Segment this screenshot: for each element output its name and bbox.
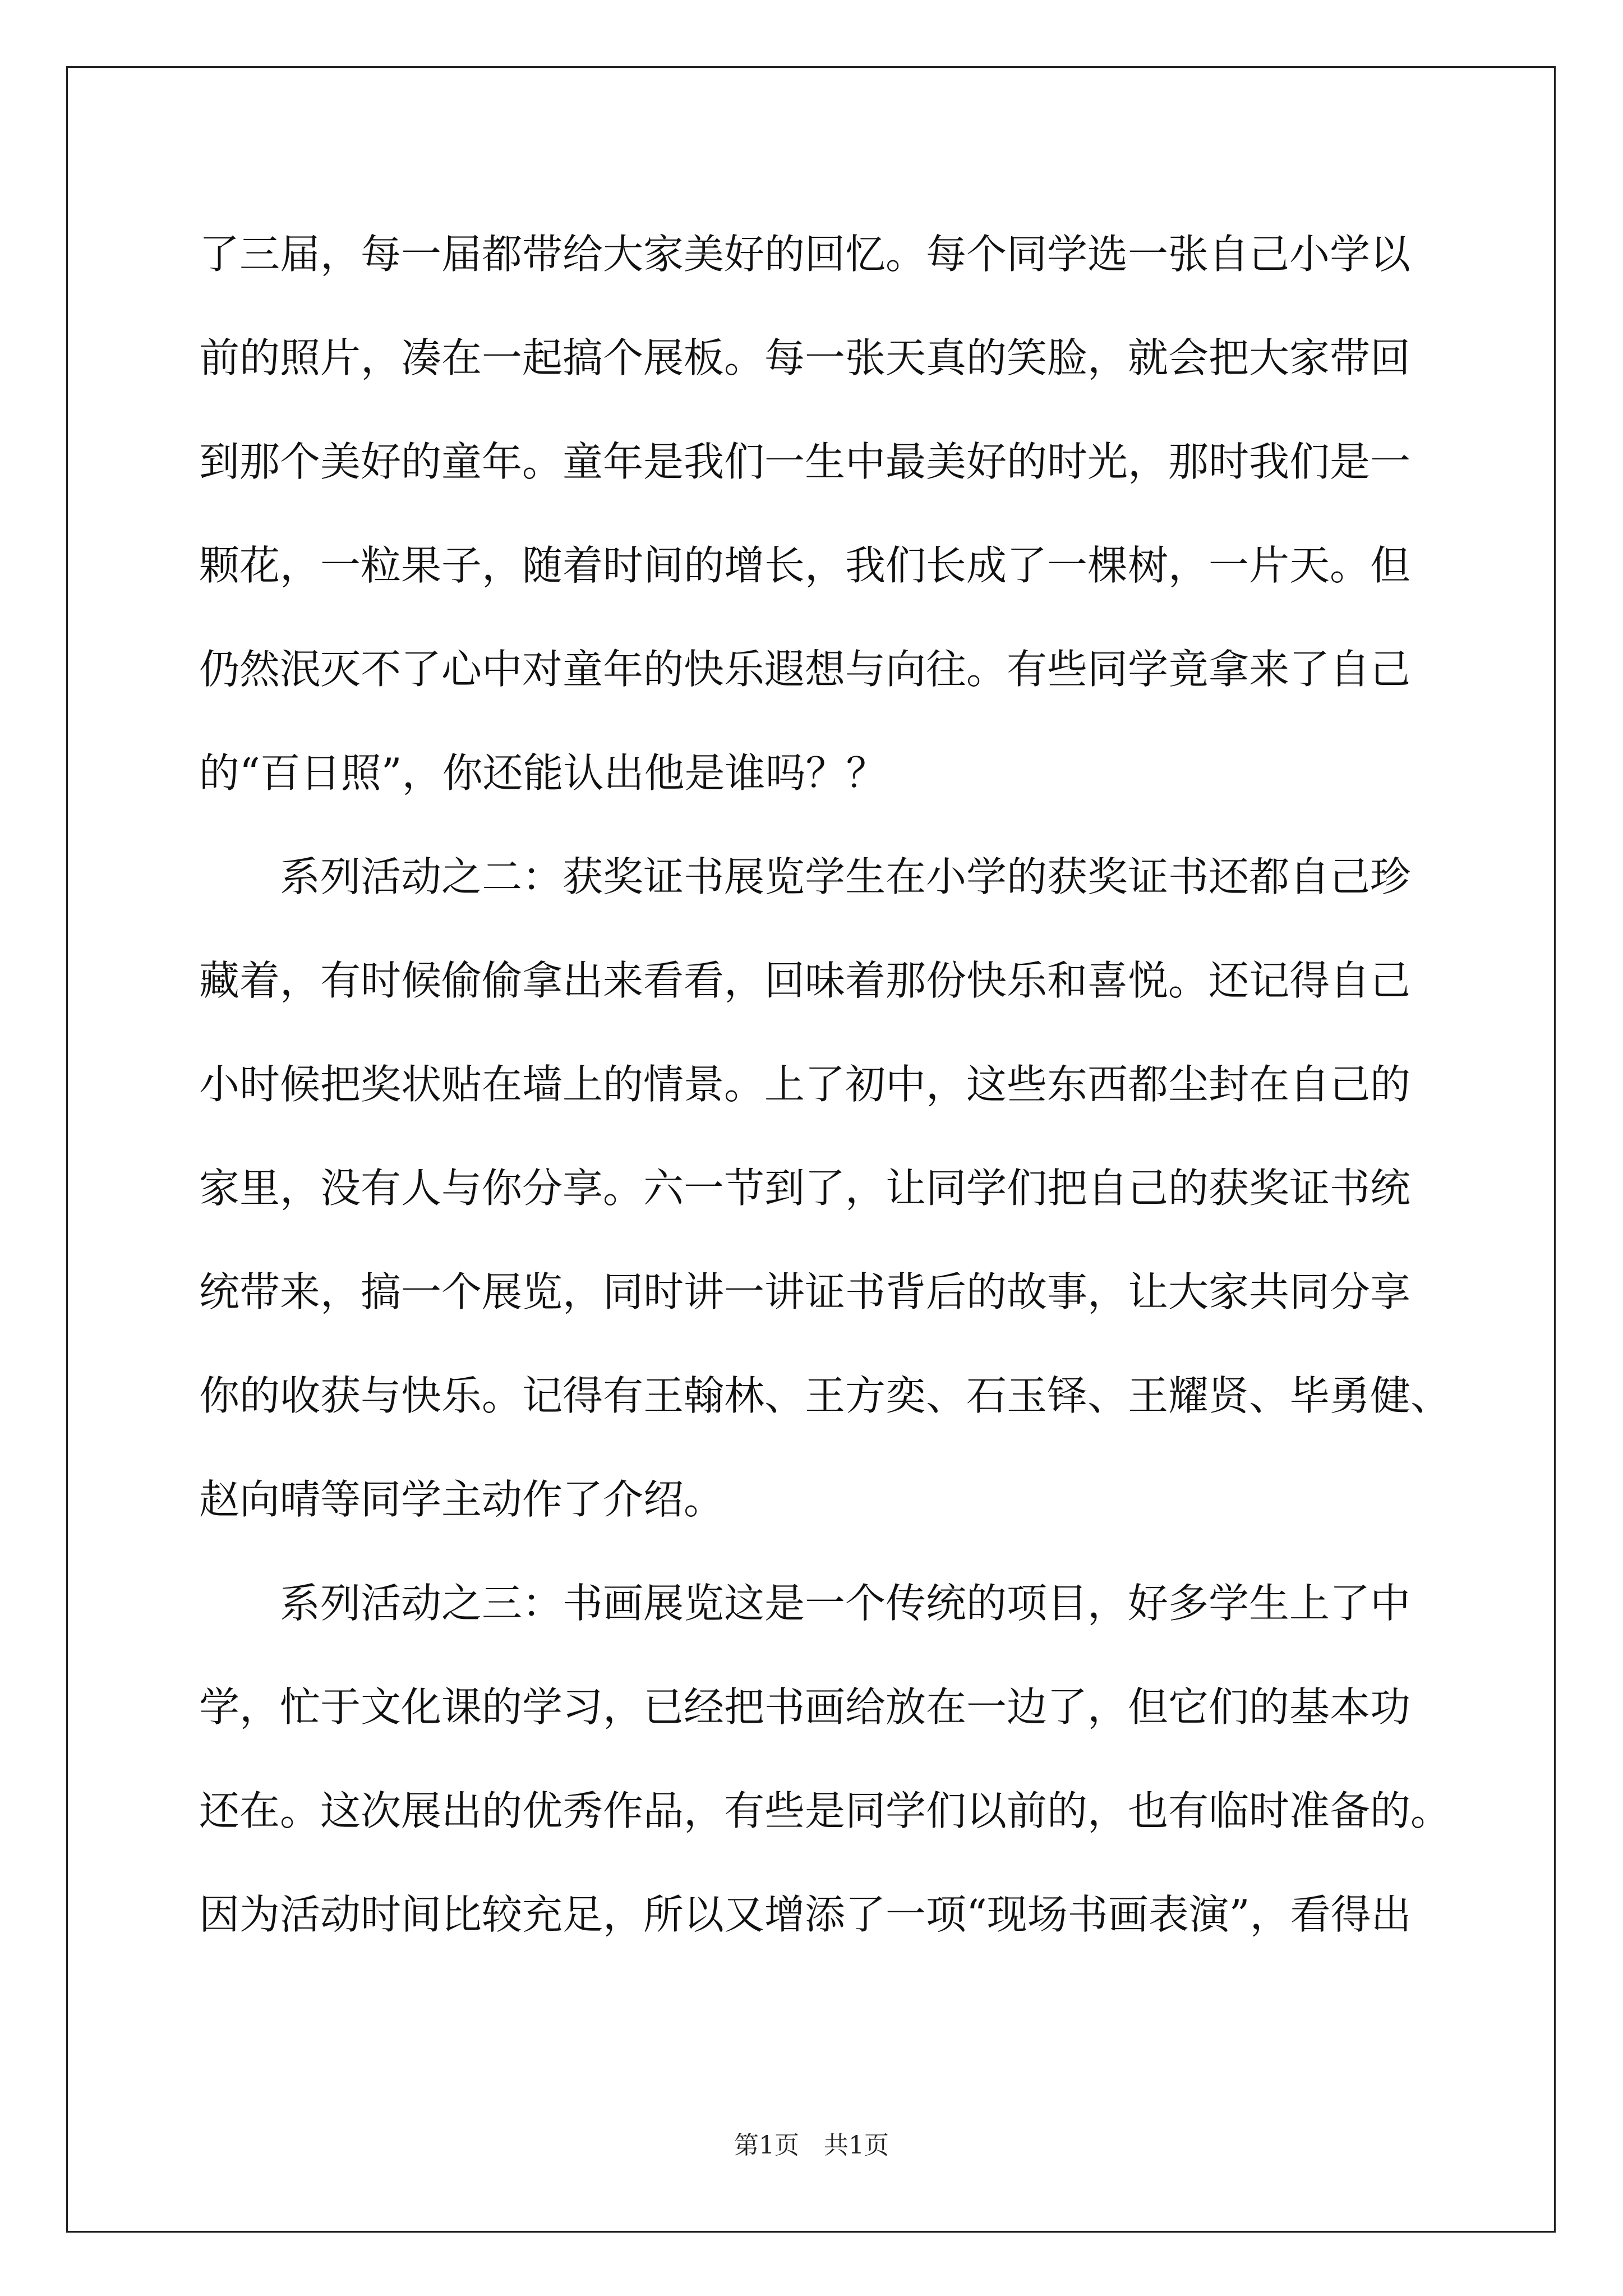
text-line: 赵向晴等同学主动作了介绍。 — [199, 1476, 725, 1523]
text-line: 到那个美好的童年。童年是我们一生中最美好的时光，那时我们是一 — [199, 438, 1411, 485]
text-line: 了三届，每一届都带给大家美好的回忆。每个同学选一张自己小学以 — [199, 231, 1411, 278]
document-body — [199, 218, 1451, 1982]
page-number-footer: 第1页 共1页 — [734, 2131, 889, 2160]
text-line: 家里，没有人与你分享。六一节到了，让同学们把自己的获奖证书统 — [199, 1165, 1411, 1212]
text-line: 前的照片，凑在一起搞个展板。每一张天真的笑脸，就会把大家带回 — [199, 334, 1411, 381]
text-line: 仍然泯灭不了心中对童年的快乐遐想与向往。有些同学竟拿来了自己 — [199, 646, 1411, 693]
text-line: 的“百日照”，你还能认出他是谁吗？？ — [199, 749, 887, 797]
text-line: 小时候把奖状贴在墙上的情景。上了初中，这些东西都尘封在自己的 — [199, 1061, 1411, 1108]
text-line: 藏着，有时候偷偷拿出来看看，回味着那份快乐和喜悦。还记得自己 — [199, 957, 1411, 1004]
text-line: 学，忙于文化课的学习，已经把书画给放在一边了，但它们的基本功 — [199, 1683, 1411, 1731]
text-line: 因为活动时间比较充足，所以又增添了一项“现场书画表演”，看得出 — [199, 1891, 1412, 1938]
paragraph-start-line: 系列活动之三：书画展览这是一个传统的项目，好多学生上了中 — [280, 1580, 1411, 1627]
text-line: 你的收获与快乐。记得有王翰林、王方奕、石玉铎、王耀贤、毕勇健、 — [199, 1372, 1451, 1419]
text-line: 还在。这次展出的优秀作品，有些是同学们以前的，也有临时准备的。 — [199, 1787, 1451, 1834]
text-line: 统带来，搞一个展览，同时讲一讲证书背后的故事，让大家共同分享 — [199, 1268, 1411, 1315]
paragraph-start-line: 系列活动之二：获奖证书展览学生在小学的获奖证书还都自己珍 — [280, 853, 1411, 900]
text-line: 颗花，一粒果子，随着时间的增长，我们长成了一棵树，一片天。但 — [199, 542, 1411, 589]
